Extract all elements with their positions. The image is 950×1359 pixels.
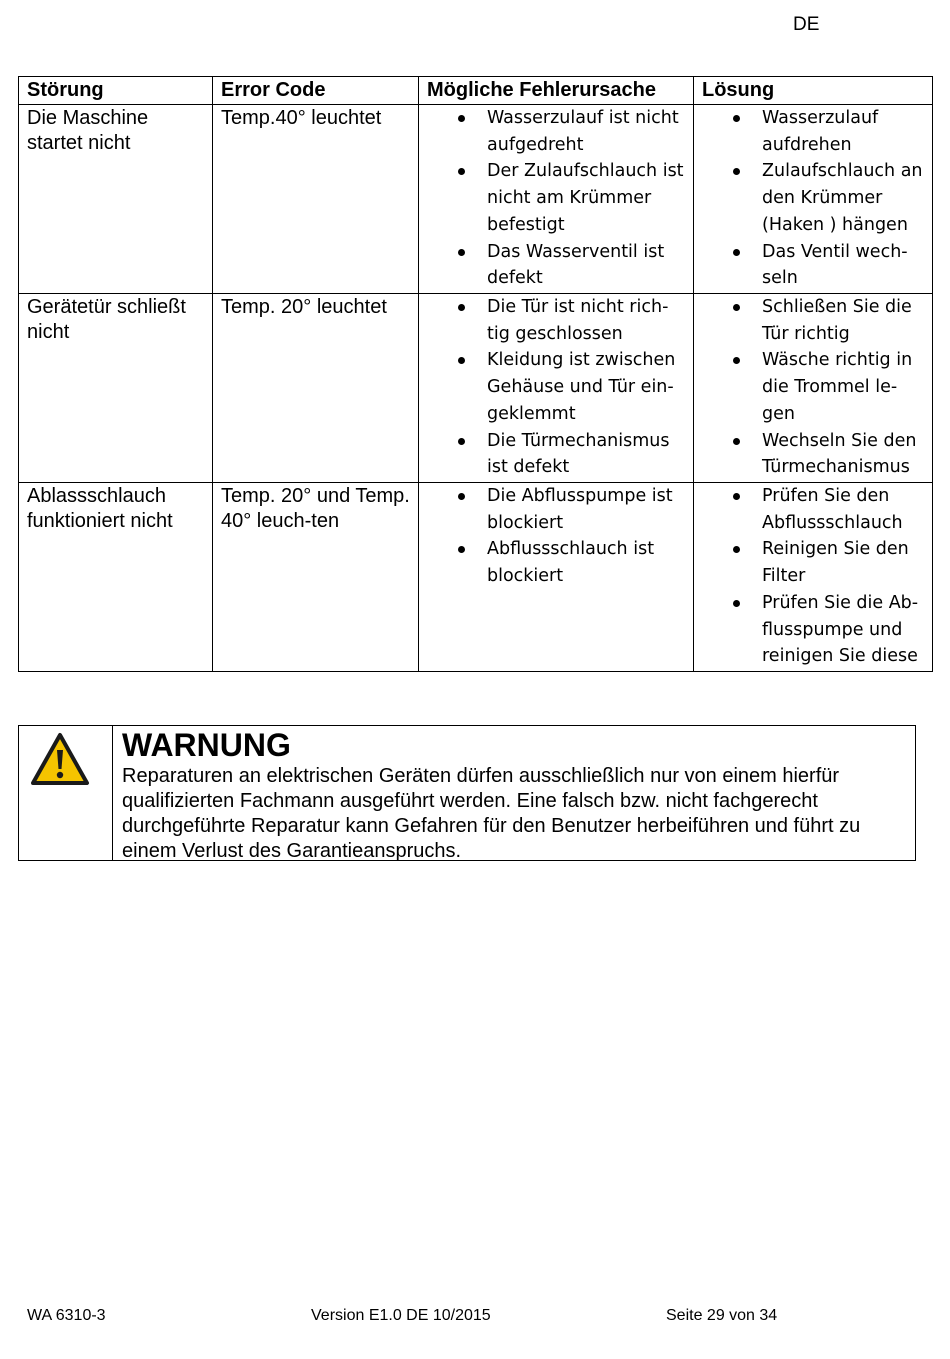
warning-triangle-icon (30, 732, 90, 786)
list-item: Wasserzulauf aufdrehen (694, 105, 928, 158)
table-row (19, 105, 933, 294)
list-item: Der Zulaufschlauch ist nicht am Krümmer befestigt (419, 158, 689, 238)
list-item: Zulaufschlauch an den Krümmer (Haken ) hängen (694, 158, 928, 238)
list-item: Die Tür ist nicht rich-tig geschlossen (419, 294, 689, 347)
list-item: Die Türmechanismus ist defekt (419, 428, 689, 481)
footer-version: Version E1.0 DE 10/2015 (311, 1307, 491, 1324)
cause-cell (419, 105, 694, 294)
header-solution: Lösung (694, 77, 933, 105)
error-code-cell: Temp. 20° und Temp. 40° leuch-ten (213, 483, 419, 672)
troubleshooting-table (18, 76, 933, 672)
list-item: Abflussschlauch ist blockiert (419, 536, 689, 589)
footer-page-number: Seite 29 von 34 (666, 1307, 778, 1324)
table-header-row (19, 77, 933, 105)
list-item: Wäsche richtig in die Trommel le-gen (694, 347, 928, 427)
header-fault: Störung (19, 77, 213, 105)
header-error-code: Error Code (213, 77, 419, 105)
solution-cell (694, 294, 933, 483)
list-item: Das Ventil wech-seln (694, 239, 928, 292)
list-item: Schließen Sie die Tür richtig (694, 294, 928, 347)
warning-icon-cell (19, 726, 113, 860)
footer-model: WA 6310-3 (27, 1307, 106, 1324)
table-row (19, 483, 933, 672)
error-code-cell: Temp. 20° leuchtet (213, 294, 419, 483)
table-row (19, 294, 933, 483)
warning-box (18, 725, 916, 861)
solution-cell (694, 105, 933, 294)
list-item: Kleidung ist zwischen Gehäuse und Tür ein-geklemmt (419, 347, 689, 427)
solution-cell (694, 483, 933, 672)
list-item: Wasserzulauf ist nicht aufgedreht (419, 105, 689, 158)
fault-cell: Die Maschine startet nicht (19, 105, 213, 294)
fault-cell: Ablassschlauch funktioniert nicht (19, 483, 213, 672)
list-item: Prüfen Sie den Abflussschlauch (694, 483, 928, 536)
list-item: Prüfen Sie die Ab-flusspumpe und reinigen Sie diese (694, 590, 928, 670)
cause-cell (419, 483, 694, 672)
warning-text: Reparaturen an elektrischen Geräten dürfen ausschließlich nur von einem hierfür qualifizierten Fachmann ausgeführt werden. Eine falsch bzw. nicht fachgerecht durchgeführte Reparatur kann Gefahren für den Benutzer herbeiführen und führt zu einem Verlust des Garantieanspruchs. (122, 765, 861, 862)
list-item: Reinigen Sie den Filter (694, 536, 928, 589)
language-label: DE (793, 14, 820, 35)
header-cause: Mögliche Fehlerursache (419, 77, 694, 105)
fault-cell: Gerätetür schließt nicht (19, 294, 213, 483)
error-code-cell: Temp.40° leuchtet (213, 105, 419, 294)
list-item: Die Abflusspumpe ist blockiert (419, 483, 689, 536)
warning-title: WARNUNG (122, 727, 291, 763)
list-item: Das Wasserventil ist defekt (419, 239, 689, 292)
list-item: Wechseln Sie den Türmechanismus (694, 428, 928, 481)
cause-cell (419, 294, 694, 483)
